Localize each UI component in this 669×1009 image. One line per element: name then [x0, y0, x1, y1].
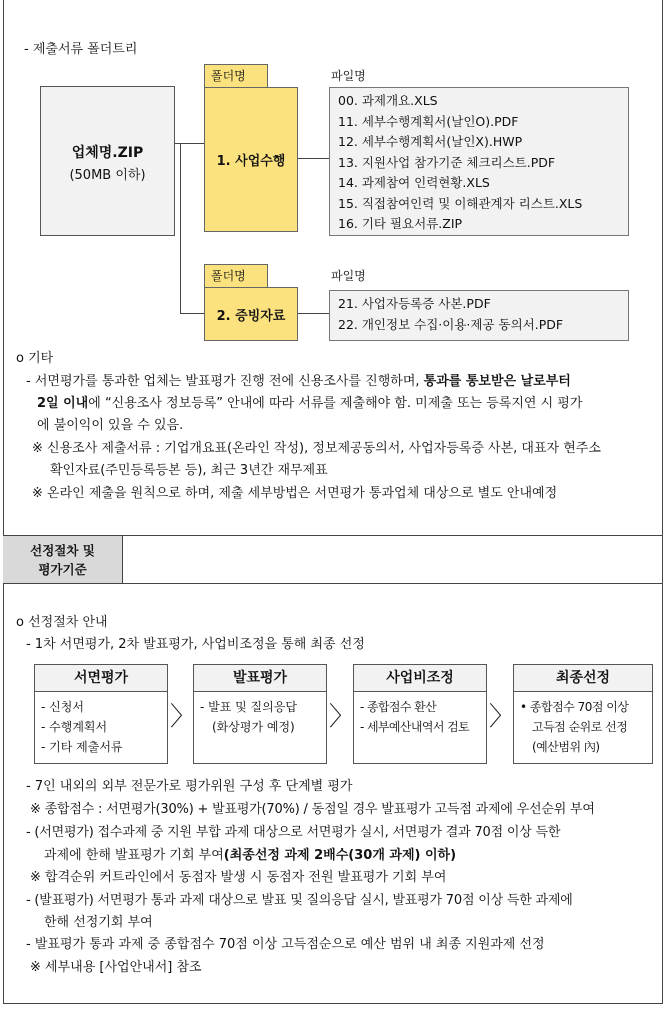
folder2-body [204, 287, 298, 341]
folder1-tab-label: 폴더명 [211, 69, 246, 83]
connector-files2 [297, 313, 329, 314]
step-2-header: 발표평가 [193, 664, 327, 692]
step-1-item: - 기타 제출서류 [41, 740, 123, 754]
folder1-tab [204, 64, 268, 88]
step-4-body [513, 691, 653, 764]
procedure-p4: ※ 합격순위 커트라인에서 동점자 발생 시 동점자 전원 발표평가 기회 부여 [30, 870, 447, 885]
etc-line1 [26, 371, 656, 393]
step-3-header: 사업비조정 [353, 664, 487, 692]
chevron-right-icon: 〉 [170, 702, 197, 732]
procedure-p3b-bold: (최종선정 과제 2배수(30개 과제) 이하) [223, 848, 457, 863]
procedure-title: o 선정절차 안내 [16, 615, 108, 630]
step-4-item: • 종합점수 70점 이상 [520, 700, 629, 714]
file-item: 11. 세부수행계획서(날인O).PDF [338, 113, 519, 129]
file-item: 22. 개인정보 수집·이용·제공 동의서.PDF [338, 316, 564, 332]
section-label [3, 536, 123, 583]
zip-name: 업체명.ZIP [71, 145, 144, 161]
step-3-item: - 종합점수 환산 [360, 700, 437, 714]
zip-box [40, 86, 175, 236]
step-1-body [34, 691, 168, 764]
folder1-file-list [329, 87, 629, 236]
file-item: 16. 기타 필요서류.ZIP [338, 216, 463, 231]
etc-line1-text: - 서면평가를 통과한 업체는 발표평가 진행 전에 신용조사를 진행하며, [26, 374, 424, 389]
connector-vertical [180, 143, 181, 313]
folder2-tab-label: 폴더명 [211, 269, 246, 283]
file-item: 12. 세부수행계획서(날인X).HWP [338, 134, 523, 149]
procedure-p6: - 발표평가 통과 과제 중 종합점수 70점 이상 고득점순으로 예산 범위 내 최종 지원과제 선정 [26, 937, 545, 952]
procedure-p7: ※ 세부내용 [사업안내서] 참조 [30, 960, 202, 975]
chevron-right-icon: 〉 [329, 702, 356, 732]
step-1-item: - 신청서 [41, 700, 84, 714]
step-4-item: 고득점 순위로 선정 [532, 720, 628, 734]
file-header-2: 파일명 [331, 269, 366, 283]
file-item: 00. 과제개요.XLS [338, 93, 438, 108]
step-1-item: - 수행계획서 [41, 720, 108, 734]
chevron-right-icon: 〉 [489, 702, 516, 732]
procedure-p3a: - (서면평가) 접수과제 중 지원 부합 과제 대상으로 서면평가 실시, 서면평가 결과 70점 이상 득한 [26, 825, 561, 840]
etc-line3: 에 불이익이 있을 수 있음. [37, 418, 184, 433]
step-2-item: - 발표 및 질의응답 [200, 700, 297, 714]
step-4-header: 최종선정 [513, 664, 653, 692]
etc-note2: ※ 온라인 제출을 원칙으로 하며, 제출 세부방법은 서면평가 통과업체 대상으로 별도 안내예정 [32, 486, 558, 501]
section-label-line1: 선정절차 및 [30, 543, 95, 558]
etc-line2 [37, 393, 657, 415]
folder2-file-list [329, 290, 629, 341]
etc-line2-bold: 2일 이내 [37, 396, 89, 411]
folder2-tab [204, 264, 268, 288]
connector-folder2 [180, 313, 204, 314]
file-item: 15. 직접참여인력 및 이해관계자 리스트.XLS [338, 195, 583, 211]
procedure-p3b [44, 845, 456, 867]
folder1-body [204, 87, 298, 232]
etc-note1b: 확인자료(주민등록등본 등), 최근 3년간 재무제표 [50, 463, 328, 478]
step-4-item: (예산범위 內) [532, 740, 600, 754]
connector-files1 [297, 158, 329, 159]
procedure-p5a: - (발표평가) 서면평가 통과 과제 대상으로 발표 및 질의응답 실시, 발표평가 70점 이상 득한 과제에 [26, 893, 573, 908]
procedure-p3b-text: 과제에 한해 발표평가 기회 부여 [44, 848, 224, 863]
file-item: 21. 사업자등록증 사본.PDF [338, 296, 491, 311]
step-2-body [193, 691, 327, 764]
etc-line1-bold: 통과를 통보받은 날로부터 [423, 374, 571, 389]
step-3-body [353, 691, 487, 764]
etc-note1a: ※ 신용조사 제출서류 : 기업개요표(온라인 작성), 정보제공동의서, 사업자등록증 사본, 대표자 현주소 [32, 441, 601, 456]
procedure-p1: - 7인 내외의 외부 전문가로 평가위원 구성 후 단계별 평가 [26, 779, 353, 794]
section-label-line2: 평가기준 [38, 562, 87, 577]
step-3-item: - 세부예산내역서 검토 [360, 720, 470, 734]
file-item: 14. 과제참여 인력현황.XLS [338, 175, 490, 190]
file-item: 13. 지원사업 참가기준 체크리스트.PDF [338, 154, 556, 170]
procedure-intro: - 1차 서면평가, 2차 발표평가, 사업비조정을 통해 최종 선정 [26, 637, 365, 652]
file-header-1: 파일명 [331, 69, 366, 83]
etc-line2-text: 에 “신용조사 정보등록” 안내에 따라 서류를 제출해야 함. 미제출 또는 등록지연 시 평가 [88, 396, 583, 411]
folder2-name: 2. 증빙자료 [216, 308, 286, 324]
procedure-p2: ※ 종합점수 : 서면평가(30%) + 발표평가(70%) / 동점일 경우 발표평가 고득점 과제에 우선순위 부여 [30, 802, 595, 817]
zip-note: (50MB 이하) [69, 168, 146, 183]
tree-heading: - 제출서류 폴더트리 [24, 42, 138, 57]
folder1-name: 1. 사업수행 [216, 154, 286, 169]
section-divider-bottom [3, 583, 663, 584]
step-2-item: (화상평가 예정) [212, 720, 295, 734]
step-1-header: 서면평가 [34, 664, 168, 692]
procedure-p5b: 한해 선정기회 부여 [44, 915, 153, 930]
etc-title: o 기타 [16, 351, 54, 366]
